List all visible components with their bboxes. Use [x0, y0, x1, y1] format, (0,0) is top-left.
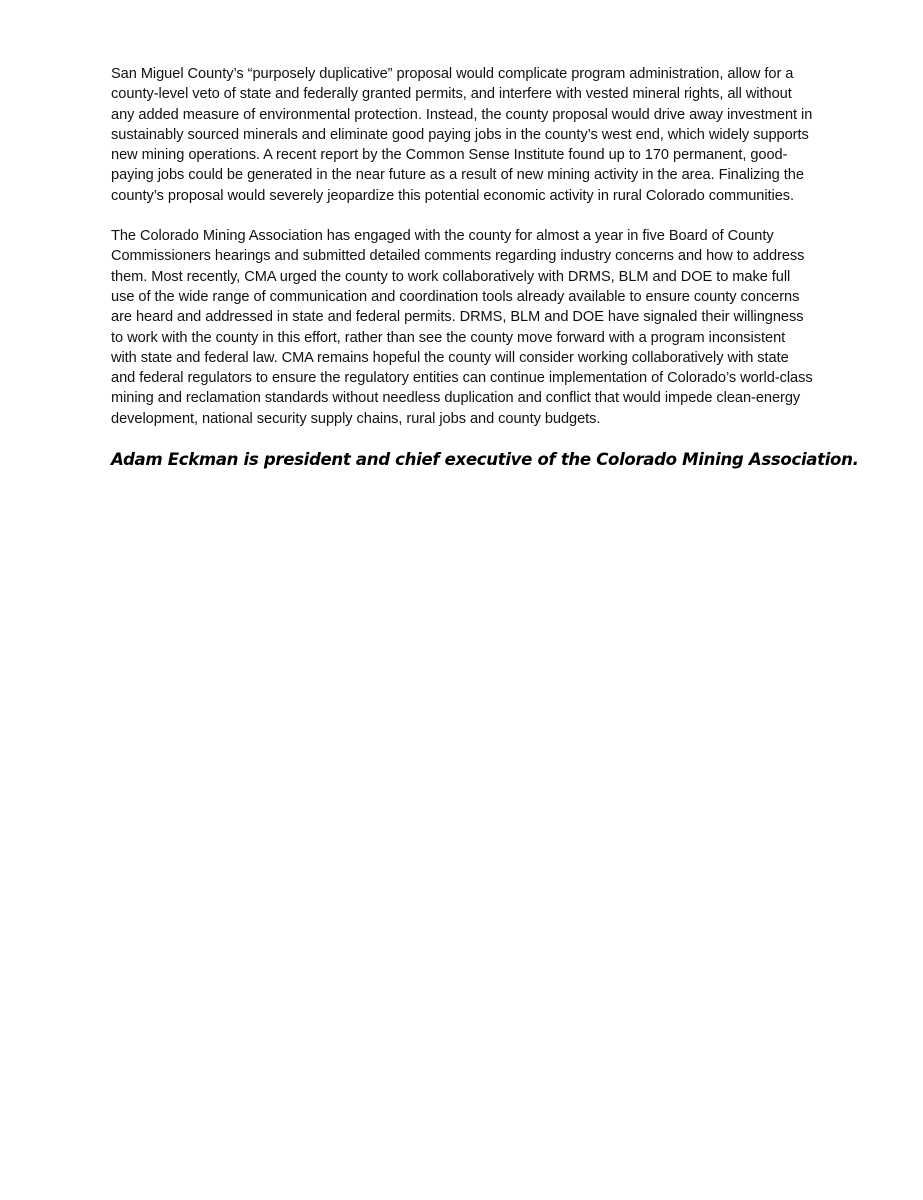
paragraph-county-proposal: San Miguel County’s “purposely duplicative” proposal would complicate program administration, allow for a county-level veto of state and federally granted permits, and interfere with vested mineral rights, all without any added measure of environmental protection. Instead, the county proposal would drive away investment in sustainably sourced minerals and eliminate good paying jobs in the county’s west end, which widely supports new mining operations. A recent report by the Common Sense Institute found up to 170 permanent, good-paying jobs could be generated in the near future as a result of new mining activity in the area. Finalizing the county’s proposal would severely jeopardize this potential economic activity in rural Colorado communities. — [111, 66, 813, 204]
author-bio: Adam Eckman is president and chief executive of the Colorado Mining Association. — [111, 450, 859, 470]
document-body — [111, 64, 859, 471]
paragraph-cma-engagement: The Colorado Mining Association has engaged with the county for almost a year in five Board of County Commissioners hearings and submitted detailed comments regarding industry concerns and how to address them. Most recently, CMA urged the county to work collaboratively with DRMS, BLM and DOE to make full use of the wide range of communication and coordination tools already available to ensure county concerns are heard and addressed in state and federal permits. DRMS, BLM and DOE have signaled their willingness to work with the county in this effort, rather than see the county move forward with a program inconsistent with state and federal law. CMA remains hopeful the county will consider working collaboratively with state and federal regulators to ensure the regulatory entities can continue implementation of Colorado’s world-class mining and reclamation standards without needless duplication and conflict that would impede clean-energy development, national security supply chains, rural jobs and county budgets. — [111, 228, 813, 427]
